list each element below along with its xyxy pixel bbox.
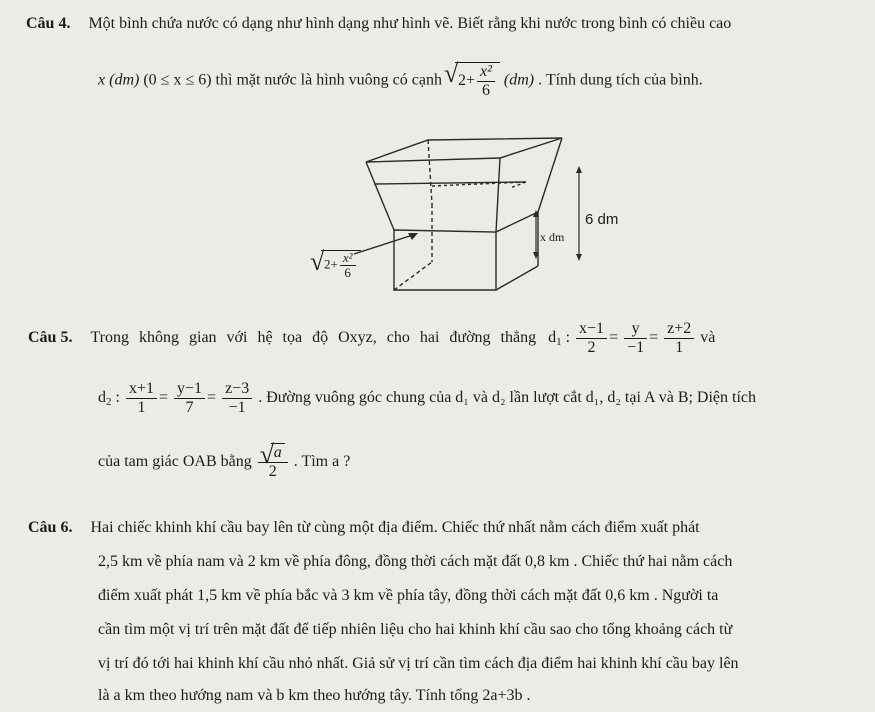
q4-frac-den: 6 <box>481 82 490 99</box>
d2-f3-den: −1 <box>228 398 246 416</box>
q5-area-sqrt <box>271 443 285 462</box>
d2-frac-3 <box>222 380 252 417</box>
figure-height-label: x dm <box>540 230 565 244</box>
q6-text-0: Hai chiếc khinh khí cầu bay lên từ cùng một địa điểm. Chiếc thứ nhất nằm cách điểm xuất phát <box>90 519 700 536</box>
d2-letter: d <box>98 389 106 406</box>
d2-f2-num: y−1 <box>174 380 205 399</box>
q5-line3-lead: của tam giác OAB bằng <box>98 453 252 470</box>
q6-line1 <box>28 518 700 538</box>
q6-label: Câu 6. <box>28 519 73 536</box>
q4-unit-2: (dm) <box>503 71 535 89</box>
q6-text-3: cần tìm một vị trí trên mặt đất để tiếp nhiên liệu cho hai khinh khí cầu sao cho tổng khoảng cách từ <box>98 621 733 638</box>
q6-text-4: vị trí đó tới hai khinh khí cầu nhỏ nhất. Giả sử vị trí cần tìm cách địa điểm hai khinh khí cầu bay lên <box>98 655 739 672</box>
q4-end: . Tính dung tích của bình. <box>538 71 703 89</box>
q5-d2-tail: . Đường vuông góc chung của d₁ và d₂ lần lượt cắt d₁, d₂ tại A và B; Diện tích <box>258 389 757 406</box>
q4-line1 <box>26 14 731 34</box>
figure-total-label: 6 dm <box>585 211 619 228</box>
q5-line1: Câu 5. Trong không gian với hệ tọa độ Oxyz, cho hai đường thẳng $d_1$ : $\frac{x-1}{2}$ = $\frac{y}{-1}$ = $\frac{z+2}{1}$ và <box>28 319 716 356</box>
d1-frac-1 <box>576 320 607 357</box>
q5-area-var: a <box>273 444 282 462</box>
figure-side-den: 6 <box>344 265 351 280</box>
q6-text-2: điểm xuất phát 1,5 km về phía bắc và 3 km về phía tây, đồng thời cách mặt đất 0,6 km . Người ta <box>98 587 719 604</box>
q4-line2 <box>98 62 703 100</box>
d1-frac-3 <box>664 320 694 357</box>
figure-side-label <box>312 250 361 280</box>
d1-f3-den: 1 <box>675 338 684 356</box>
q6-text-5: là a km theo hướng nam và b km theo hướng tây. Tính tổng 2a+3b . <box>98 687 531 704</box>
q6-text-1: 2,5 km về phía nam và 2 km về phía đông, đồng thời cách mặt đất 0,8 km . Chiếc thứ hai nằm cách <box>98 553 733 570</box>
d2-sub: 2 <box>106 396 112 408</box>
q4-mid: thì mặt nước là hình vuông có cạnh <box>215 71 442 89</box>
q4-frac <box>477 63 495 100</box>
d1-f3-num: z+2 <box>664 320 694 339</box>
q5-intro: Trong không gian với hệ tọa độ Oxyz, cho hai đường thẳng <box>90 329 537 346</box>
q4-cond: (0 ≤ x ≤ 6) <box>143 71 212 89</box>
d2-frac-1 <box>126 380 157 417</box>
d1-sub: 1 <box>556 336 562 348</box>
d1-letter: d <box>548 329 557 346</box>
d2-f1-num: x+1 <box>126 380 157 399</box>
figure-side-frac <box>340 251 356 280</box>
d1-f1-num: x−1 <box>576 320 607 339</box>
d2-name: $d_2$ : <box>98 389 120 408</box>
d2-f1-den: 1 <box>137 398 146 416</box>
d2-frac-2 <box>174 380 205 417</box>
q4-sqrt <box>455 62 500 100</box>
d1-f2-num: y <box>624 320 647 339</box>
q5-line3 <box>98 442 350 482</box>
q5-line2: $d_2$ : $\frac{x+1}{1}$ = $\frac{y-1}{7}$ = $\frac{z-3}{-1}$ . Đường vuông góc chung của d₁ và d₂ lần lượt cắt d₁, d₂ tại A và B; Diện tích <box>98 379 757 416</box>
q5-area-frac <box>258 443 288 481</box>
q5-area-num <box>258 443 288 463</box>
q4-text-1: Một bình chứa nước có dạng như hình dạng như hình vẽ. Biết rằng khi nước trong bình có chiều cao <box>88 15 732 32</box>
d1-frac-2 <box>624 320 647 357</box>
q5-area-den: 2 <box>268 463 277 481</box>
q5-line3-tail: . Tìm a ? <box>293 453 351 470</box>
d1-name: $d_1$ : <box>548 329 571 348</box>
figure-side-sqrt <box>321 250 361 280</box>
d2-f2-den: 7 <box>185 398 194 416</box>
d1-f1-den: 2 <box>587 338 596 356</box>
d1-f2-den: −1 <box>627 338 645 356</box>
q4-frac-num: x² <box>477 63 495 82</box>
figure-side-num: x² <box>340 251 356 266</box>
rim-top <box>366 138 562 162</box>
figure-side-lead: 2+ <box>324 256 338 272</box>
q5-and: và <box>700 329 716 346</box>
d2-f3-num: z−3 <box>222 380 252 399</box>
q4-var-x: x <box>98 71 106 89</box>
q5-label: Câu 5. <box>28 329 73 346</box>
q4-unit: (dm) <box>109 71 140 89</box>
q4-sqrt-lead: 2+ <box>457 72 475 90</box>
q4-label: Câu 4. <box>26 15 71 32</box>
